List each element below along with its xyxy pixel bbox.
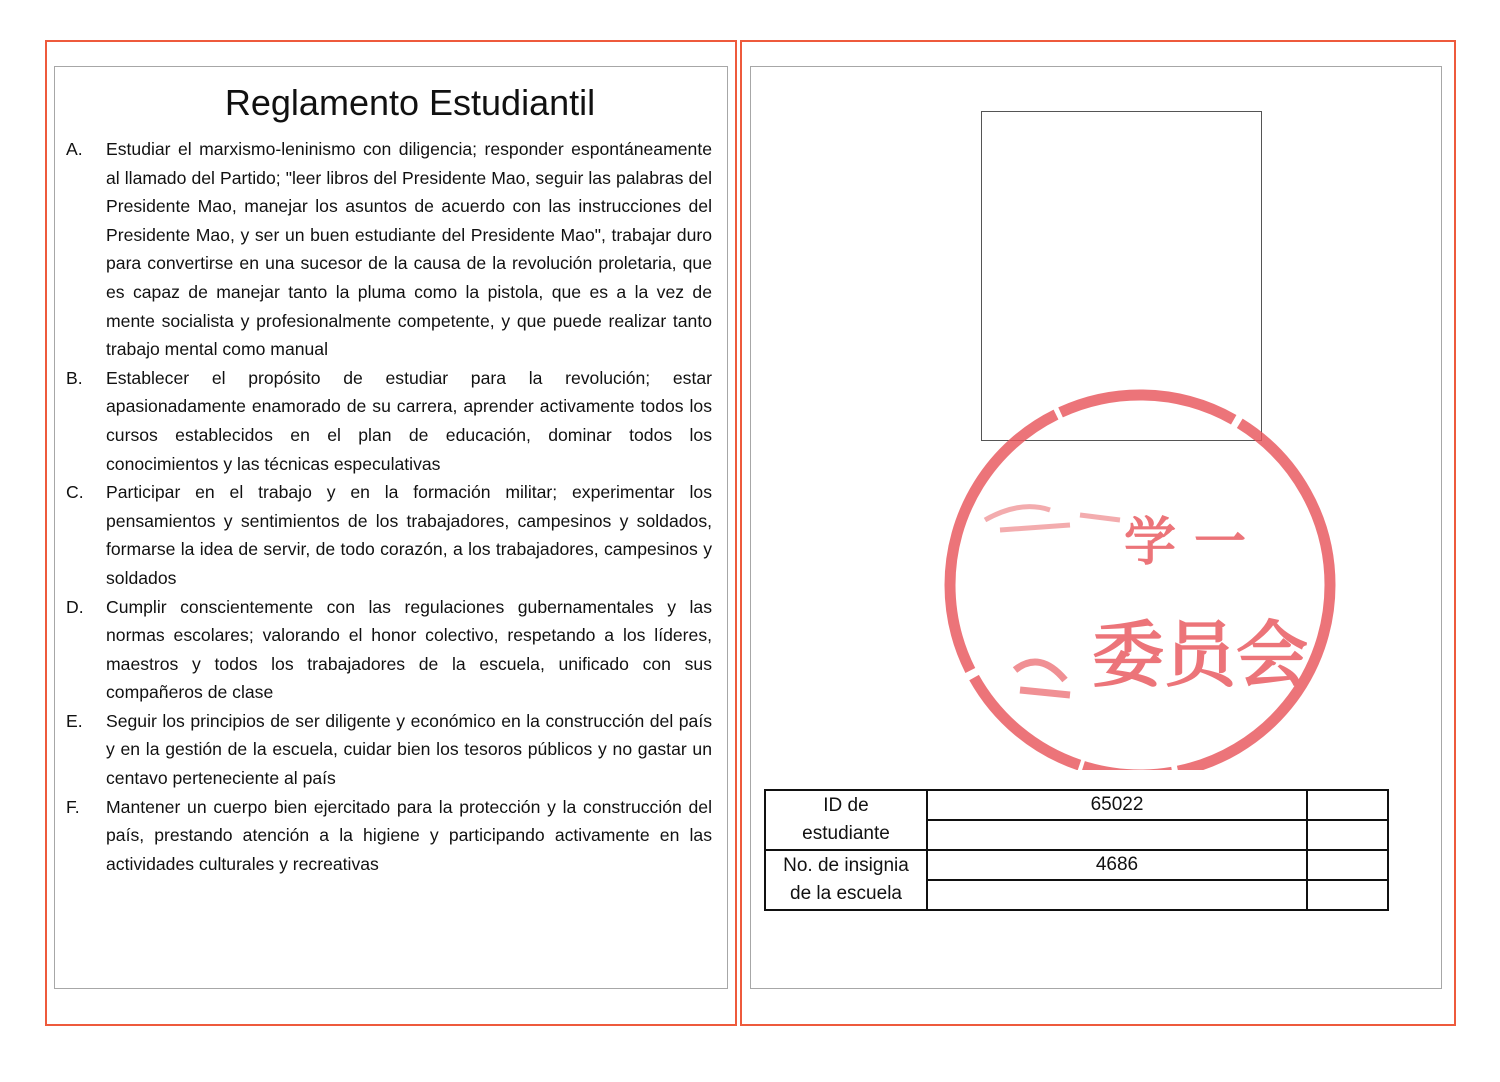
rule-item-a <box>66 135 712 364</box>
badge-label-cell <box>765 850 927 910</box>
rules-title: Reglamento Estudiantil <box>224 82 596 123</box>
rule-text: Mantener un cuerpo bien ejercitado para la protección y la construcción del país, prestando atención a la higiene y participando activamente en las actividades culturales y recreativas <box>106 796 712 874</box>
student-id-label-line2: estudiante <box>802 823 890 844</box>
student-id-table <box>764 789 1389 911</box>
student-id-label-cell <box>765 790 927 850</box>
rule-item-c <box>66 478 712 592</box>
empty-cell <box>1307 820 1388 850</box>
rule-letter: C. <box>66 482 84 503</box>
empty-cell <box>1307 850 1388 880</box>
rule-letter: B. <box>66 367 83 388</box>
stamp-upper-text: 学 一 <box>1123 513 1247 573</box>
empty-cell <box>927 820 1307 850</box>
rule-letter: E. <box>66 710 83 731</box>
rule-letter: D. <box>66 596 84 617</box>
rule-item-e <box>66 707 712 793</box>
empty-cell <box>1307 880 1388 910</box>
rules-list <box>66 135 712 878</box>
empty-cell <box>927 880 1307 910</box>
rule-item-d <box>66 593 712 707</box>
table-row <box>765 850 1388 880</box>
rule-item-f <box>66 793 712 879</box>
rule-text: Estudiar el marxismo-leninismo con diligencia; responder espontáneamente al llamado del Partido; "leer libros del Presidente Mao, seguir las palabras del Presidente Mao, manejar los asuntos de acuerdo con las instrucciones del Presidente Mao, y ser un buen estudiante del Presidente Mao", trabajar duro para convertirse en una sucesor de la causa de la revolución proletaria, que es capaz de manejar tanto la pluma como la pistola, que es a la vez de mente socialista y profesionalmente competente, y que puede realizar tanto trabajo mental como manual <box>106 139 712 360</box>
official-seal-stamp <box>930 350 1350 770</box>
student-id-label-line1: ID de <box>823 795 869 816</box>
badge-value: 4686 <box>927 850 1307 880</box>
rule-text: Seguir los principios de ser diligente y económico en la construcción del país y en la gestión de la escuela, cuidar bien los tesoros públicos y no gastar un centavo perteneciente al país <box>106 710 712 789</box>
empty-cell <box>1307 790 1388 820</box>
stamp-ring <box>950 395 1330 770</box>
rule-text: Cumplir conscientemente con las regulaciones gubernamentales y las normas escolares; valorando el honor colectivo, respetando a los líderes, maestros y todos los trabajadores de la escuela, unificado con sus compañeros de clase <box>106 596 712 703</box>
stamp-lower-text: 委员会 <box>1091 613 1309 697</box>
rule-letter: F. <box>66 796 80 817</box>
table-row <box>765 790 1388 820</box>
rule-text: Establecer el propósito de estudiar para la revolución; estar apasionadamente enamorado de su carrera, aprender activamente todos los cursos establecidos en el plan de educación, dominar todos los conocimientos y las técnicas especulativas <box>106 367 712 474</box>
student-id-value: 65022 <box>927 790 1307 820</box>
badge-label-line2: de la escuela <box>790 883 902 904</box>
badge-label-line1: No. de insignia <box>783 855 909 876</box>
rule-letter: A. <box>66 139 83 159</box>
rule-item-b <box>66 364 712 478</box>
rule-text: Participar en el trabajo y en la formación militar; experimentar los pensamientos y sentimientos de los trabajadores, campesinos y soldados, formarse la idea de servir, de todo corazón, a los trabajadores, campesinos y soldados <box>106 482 712 588</box>
